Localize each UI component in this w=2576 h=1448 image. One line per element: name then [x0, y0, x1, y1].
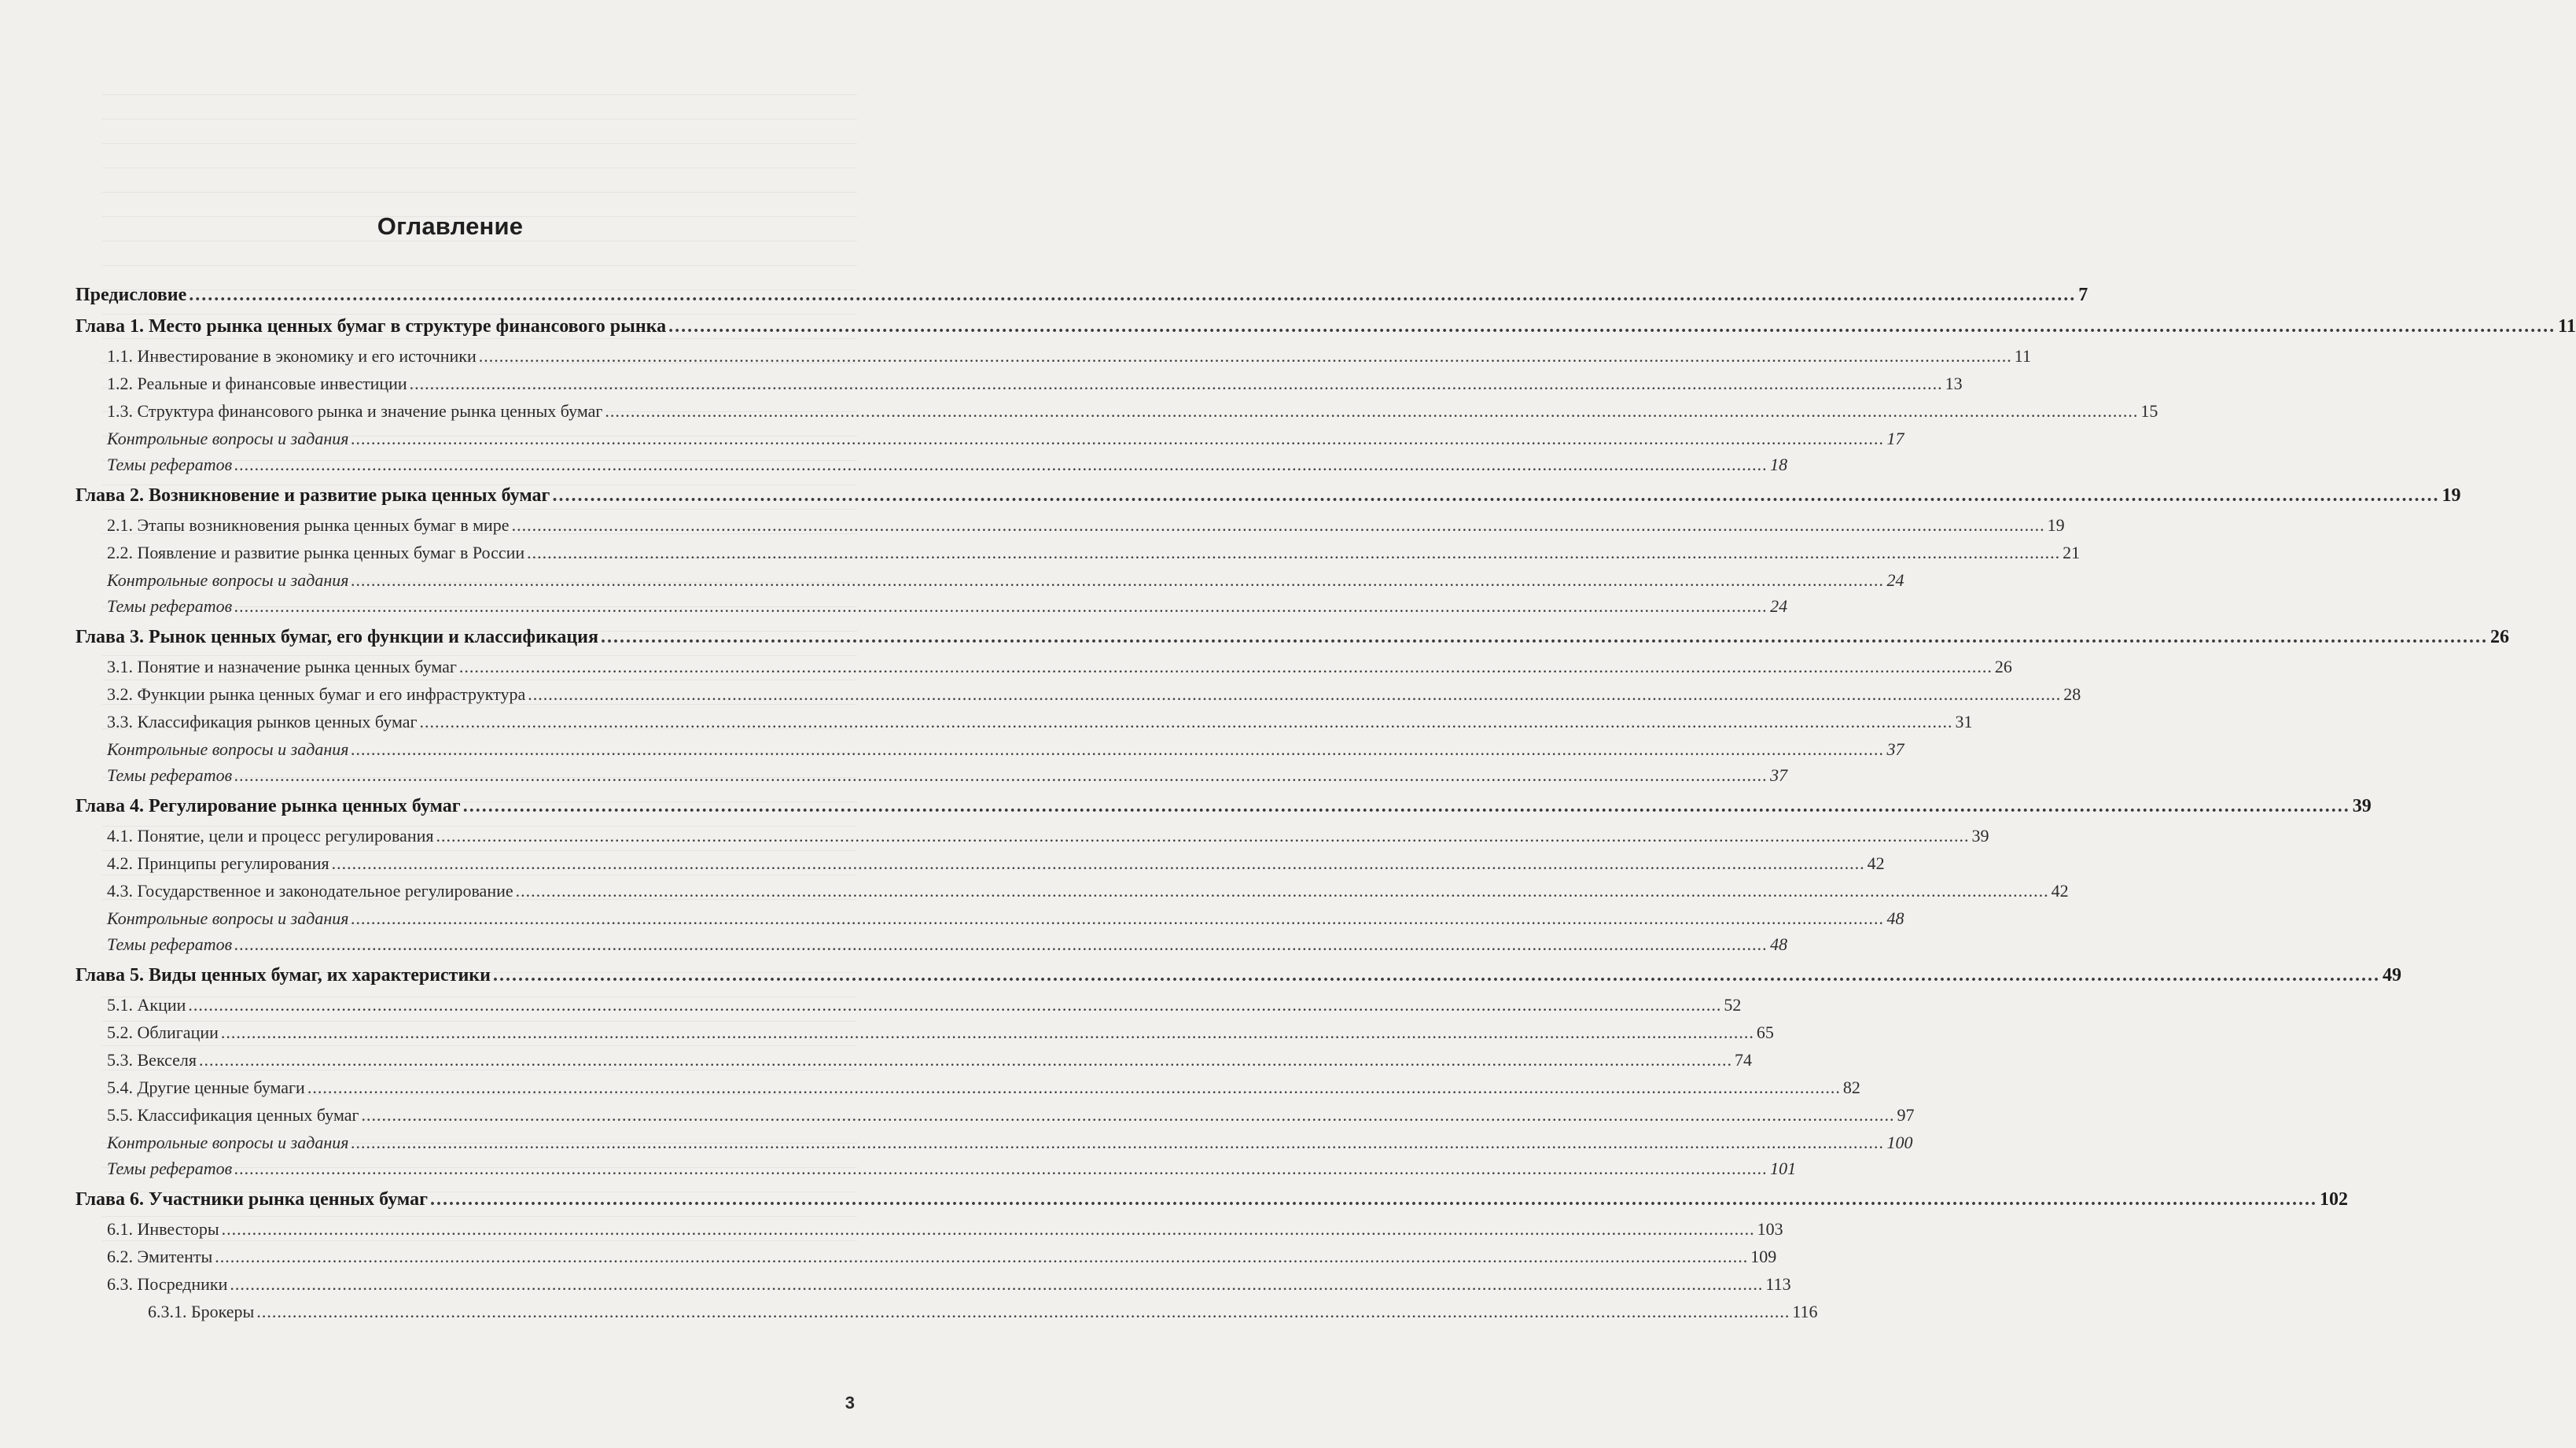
- toc-entry-title: Глава 2. Возникновение и развитие рыка ценных бумаг: [75, 485, 550, 506]
- dot-leader: ............................................................................................................................................................................................................................................................................................................: [351, 429, 1885, 448]
- toc-section: [75, 374, 1963, 401]
- toc-chapter-5: [75, 965, 2401, 995]
- toc-questions: [75, 570, 1904, 596]
- toc-entry-title: 5.4. Другие ценные бумаги: [107, 1078, 305, 1097]
- toc-entry-title: 6.1. Инвесторы: [107, 1219, 219, 1239]
- toc-entry-page: 48: [1770, 934, 1788, 954]
- toc-entry-title: Контрольные вопросы и задания: [107, 1133, 349, 1152]
- toc-questions: [75, 429, 1904, 455]
- toc-entry-title: Контрольные вопросы и задания: [107, 570, 349, 590]
- dot-leader: ............................................................................................................................................................................................................................................................................................................: [458, 657, 1993, 676]
- dot-leader: ............................................................................................................................................................................................................................................................................................................: [552, 485, 2440, 506]
- toc-entry-title: Предисловие: [75, 285, 187, 305]
- toc-section: [75, 1078, 1860, 1105]
- toc-entry-page: 116: [1792, 1302, 1818, 1321]
- dot-leader: ............................................................................................................................................................................................................................................................................................................: [307, 1078, 1841, 1097]
- toc-section: [75, 712, 1973, 739]
- toc-entry-page: 18: [1770, 455, 1788, 474]
- dot-leader: ............................................................................................................................................................................................................................................................................................................: [256, 1302, 1790, 1321]
- toc-entry-title: Контрольные вопросы и задания: [107, 739, 349, 759]
- toc-entry-page: 31: [1955, 712, 1973, 731]
- page-number: 3: [845, 1393, 855, 1413]
- toc-section: [75, 853, 1885, 881]
- dot-leader: ............................................................................................................................................................................................................................................................................................................: [234, 455, 1768, 474]
- dot-leader: ............................................................................................................................................................................................................................................................................................................: [188, 995, 1722, 1015]
- dot-leader: ............................................................................................................................................................................................................................................................................................................: [409, 374, 1943, 393]
- toc-entry-page: 28: [2063, 684, 2081, 704]
- dot-leader: ............................................................................................................................................................................................................................................................................................................: [234, 596, 1768, 616]
- toc-section: [75, 826, 1989, 853]
- toc-chapter-2: [75, 485, 2461, 515]
- toc-entry-title: Темы рефератов: [107, 455, 233, 474]
- dot-leader: ............................................................................................................................................................................................................................................................................................................: [515, 881, 2049, 901]
- toc-entry-title: Глава 4. Регулирование рынка ценных бумаг: [75, 796, 461, 816]
- dot-leader: ............................................................................................................................................................................................................................................................................................................: [234, 1159, 1768, 1178]
- toc-entry-title: 6.3. Посредники: [107, 1274, 228, 1294]
- dot-leader: ............................................................................................................................................................................................................................................................................................................: [668, 316, 2556, 337]
- dot-leader: ............................................................................................................................................................................................................................................................................................................: [331, 853, 1865, 873]
- toc-section: [75, 657, 2012, 684]
- toc-entry-page: 19: [2047, 515, 2065, 535]
- toc-entry-page: 52: [1724, 995, 1742, 1015]
- toc-section: [75, 1050, 1752, 1078]
- dot-leader: ............................................................................................................................................................................................................................................................................................................: [351, 1133, 1885, 1152]
- toc-entry-page: 49: [2382, 965, 2401, 986]
- toc-entry-title: Контрольные вопросы и задания: [107, 908, 349, 928]
- toc-entry-title: 2.1. Этапы возникновения рынка ценных бумаг в мире: [107, 515, 510, 535]
- toc-questions: [75, 908, 1904, 934]
- toc-entry-page: 74: [1734, 1050, 1752, 1070]
- toc-essay-topics: [75, 934, 1788, 960]
- toc-entry-page: 82: [1842, 1078, 1860, 1097]
- toc-section: [75, 401, 2158, 429]
- toc-section: [75, 1105, 1915, 1133]
- dot-leader: ............................................................................................................................................................................................................................................................................................................: [436, 826, 1970, 846]
- toc-chapter-3: [75, 627, 2509, 657]
- dot-leader: ............................................................................................................................................................................................................................................................................................................: [198, 1050, 1732, 1070]
- toc-entry-title: Темы рефератов: [107, 934, 233, 954]
- toc-entry-page: 39: [1971, 826, 1989, 846]
- toc-questions: [75, 739, 1904, 765]
- toc-entry-page: 113: [1765, 1274, 1791, 1294]
- table-of-contents: [75, 285, 2576, 1329]
- toc-essay-topics: [75, 596, 1788, 622]
- toc-entry-page: 42: [1867, 853, 1885, 873]
- toc-entry-title: 3.2. Функции рынка ценных бумаг и его инфраструктура: [107, 684, 526, 704]
- toc-entry-title: 4.1. Понятие, цели и процесс регулирования: [107, 826, 434, 846]
- toc-entry-page: 97: [1897, 1105, 1915, 1125]
- toc-entry-page: 39: [2352, 796, 2372, 816]
- toc-essay-topics: [75, 765, 1788, 791]
- toc-entry-preface: [75, 285, 2088, 316]
- toc-entry-page: 11: [2014, 346, 2031, 366]
- toc-entry-title: 2.2. Появление и развитие рынка ценных бумаг в России: [107, 543, 525, 562]
- toc-entry-page: 103: [1757, 1219, 1783, 1239]
- dot-leader: ............................................................................................................................................................................................................................................................................................................: [220, 1022, 1754, 1042]
- toc-entry-title: 6.2. Эмитенты: [107, 1247, 213, 1266]
- toc-entry-page: 26: [1994, 657, 2012, 676]
- dot-leader: ............................................................................................................................................................................................................................................................................................................: [221, 1219, 1755, 1239]
- dot-leader: ............................................................................................................................................................................................................................................................................................................: [511, 515, 2045, 535]
- toc-entry-page: 65: [1756, 1022, 1774, 1042]
- toc-entry-title: 4.2. Принципы регулирования: [107, 853, 329, 873]
- toc-section: [75, 346, 2031, 374]
- toc-entry-title: 5.2. Облигации: [107, 1022, 219, 1042]
- toc-section: [75, 515, 2065, 543]
- toc-entry-title: 3.1. Понятие и назначение рынка ценных бумаг: [107, 657, 457, 676]
- toc-entry-title: 6.3.1. Брокеры: [148, 1302, 255, 1321]
- toc-entry-page: 24: [1770, 596, 1788, 616]
- dot-leader: ............................................................................................................................................................................................................................................................................................................: [361, 1105, 1895, 1125]
- toc-entry-page: 100: [1886, 1133, 1913, 1152]
- dot-leader: ............................................................................................................................................................................................................................................................................................................: [230, 1274, 1764, 1294]
- toc-entry-title: 5.3. Векселя: [107, 1050, 197, 1070]
- toc-essay-topics: [75, 455, 1788, 481]
- toc-entry-page: 21: [2063, 543, 2081, 562]
- toc-entry-title: Глава 5. Виды ценных бумаг, их характеристики: [75, 965, 491, 986]
- dot-leader: ............................................................................................................................................................................................................................................................................................................: [527, 543, 2061, 562]
- toc-entry-title: Глава 3. Рынок ценных бумаг, его функции и классификация: [75, 627, 598, 647]
- dot-leader: ............................................................................................................................................................................................................................................................................................................: [351, 908, 1885, 928]
- toc-entry-title: Контрольные вопросы и задания: [107, 429, 349, 448]
- toc-entry-title: Темы рефератов: [107, 765, 233, 785]
- toc-section: [75, 995, 1742, 1022]
- toc-entry-title: Темы рефератов: [107, 596, 233, 616]
- toc-entry-title: 3.3. Классификация рынков ценных бумаг: [107, 712, 418, 731]
- toc-entry-page: 15: [2140, 401, 2158, 421]
- toc-entry-page: 26: [2490, 627, 2509, 647]
- toc-entry-page: 24: [1886, 570, 1904, 590]
- toc-entry-page: 37: [1886, 739, 1904, 759]
- toc-questions: [75, 1133, 1913, 1159]
- dot-leader: ............................................................................................................................................................................................................................................................................................................: [215, 1247, 1749, 1266]
- toc-entry-page: 102: [2320, 1189, 2348, 1210]
- toc-entry-title: 1.1. Инвестирование в экономику и его источники: [107, 346, 477, 366]
- dot-leader: ............................................................................................................................................................................................................................................................................................................: [605, 401, 2139, 421]
- toc-entry-page: 13: [1945, 374, 1963, 393]
- page-title: Оглавление: [377, 212, 524, 240]
- toc-entry-page: 48: [1886, 908, 1904, 928]
- toc-section: [75, 1219, 1783, 1247]
- toc-section: [75, 881, 2069, 908]
- toc-entry-page: 101: [1770, 1159, 1797, 1178]
- dot-leader: ............................................................................................................................................................................................................................................................................................................: [189, 285, 2077, 305]
- dot-leader: ............................................................................................................................................................................................................................................................................................................: [492, 965, 2380, 986]
- toc-entry-title: Глава 1. Место рынка ценных бумаг в структуре финансового рынка: [75, 316, 667, 337]
- toc-subsection: [75, 1302, 1818, 1329]
- dot-leader: ............................................................................................................................................................................................................................................................................................................: [478, 346, 2012, 366]
- toc-entry-page: 7: [2078, 285, 2088, 305]
- toc-entry-title: 1.3. Структура финансового рынка и значение рынка ценных бумаг: [107, 401, 603, 421]
- toc-essay-topics: [75, 1159, 1797, 1185]
- toc-section: [75, 684, 2081, 712]
- toc-entry-page: 37: [1770, 765, 1788, 785]
- toc-chapter-1: [75, 316, 2576, 346]
- toc-entry-title: 5.1. Акции: [107, 995, 186, 1015]
- toc-entry-page: 11: [2558, 316, 2576, 337]
- toc-entry-title: 4.3. Государственное и законодательное регулирование: [107, 881, 513, 901]
- toc-entry-title: 1.2. Реальные и финансовые инвестиции: [107, 374, 407, 393]
- toc-section: [75, 1022, 1774, 1050]
- dot-leader: ............................................................................................................................................................................................................................................................................................................: [351, 570, 1885, 590]
- toc-entry-page: 19: [2442, 485, 2461, 506]
- dot-leader: ............................................................................................................................................................................................................................................................................................................: [600, 627, 2488, 647]
- toc-entry-title: 5.5. Классификация ценных бумаг: [107, 1105, 359, 1125]
- toc-entry-page: 109: [1750, 1247, 1777, 1266]
- toc-section: [75, 1274, 1791, 1302]
- dot-leader: ............................................................................................................................................................................................................................................................................................................: [430, 1189, 2317, 1210]
- dot-leader: ............................................................................................................................................................................................................................................................................................................: [234, 934, 1768, 954]
- toc-entry-page: 42: [2051, 881, 2069, 901]
- toc-section: [75, 543, 2081, 570]
- dot-leader: ............................................................................................................................................................................................................................................................................................................: [528, 684, 2062, 704]
- toc-entry-title: Темы рефератов: [107, 1159, 233, 1178]
- dot-leader: ............................................................................................................................................................................................................................................................................................................: [419, 712, 1953, 731]
- dot-leader: ............................................................................................................................................................................................................................................................................................................: [462, 796, 2350, 816]
- toc-chapter-4: [75, 796, 2372, 826]
- toc-section: [75, 1247, 1777, 1274]
- dot-leader: ............................................................................................................................................................................................................................................................................................................: [351, 739, 1885, 759]
- toc-entry-title: Глава 6. Участники рынка ценных бумаг: [75, 1189, 428, 1210]
- dot-leader: ............................................................................................................................................................................................................................................................................................................: [234, 765, 1768, 785]
- toc-chapter-6: [75, 1189, 2348, 1219]
- toc-entry-page: 17: [1886, 429, 1904, 448]
